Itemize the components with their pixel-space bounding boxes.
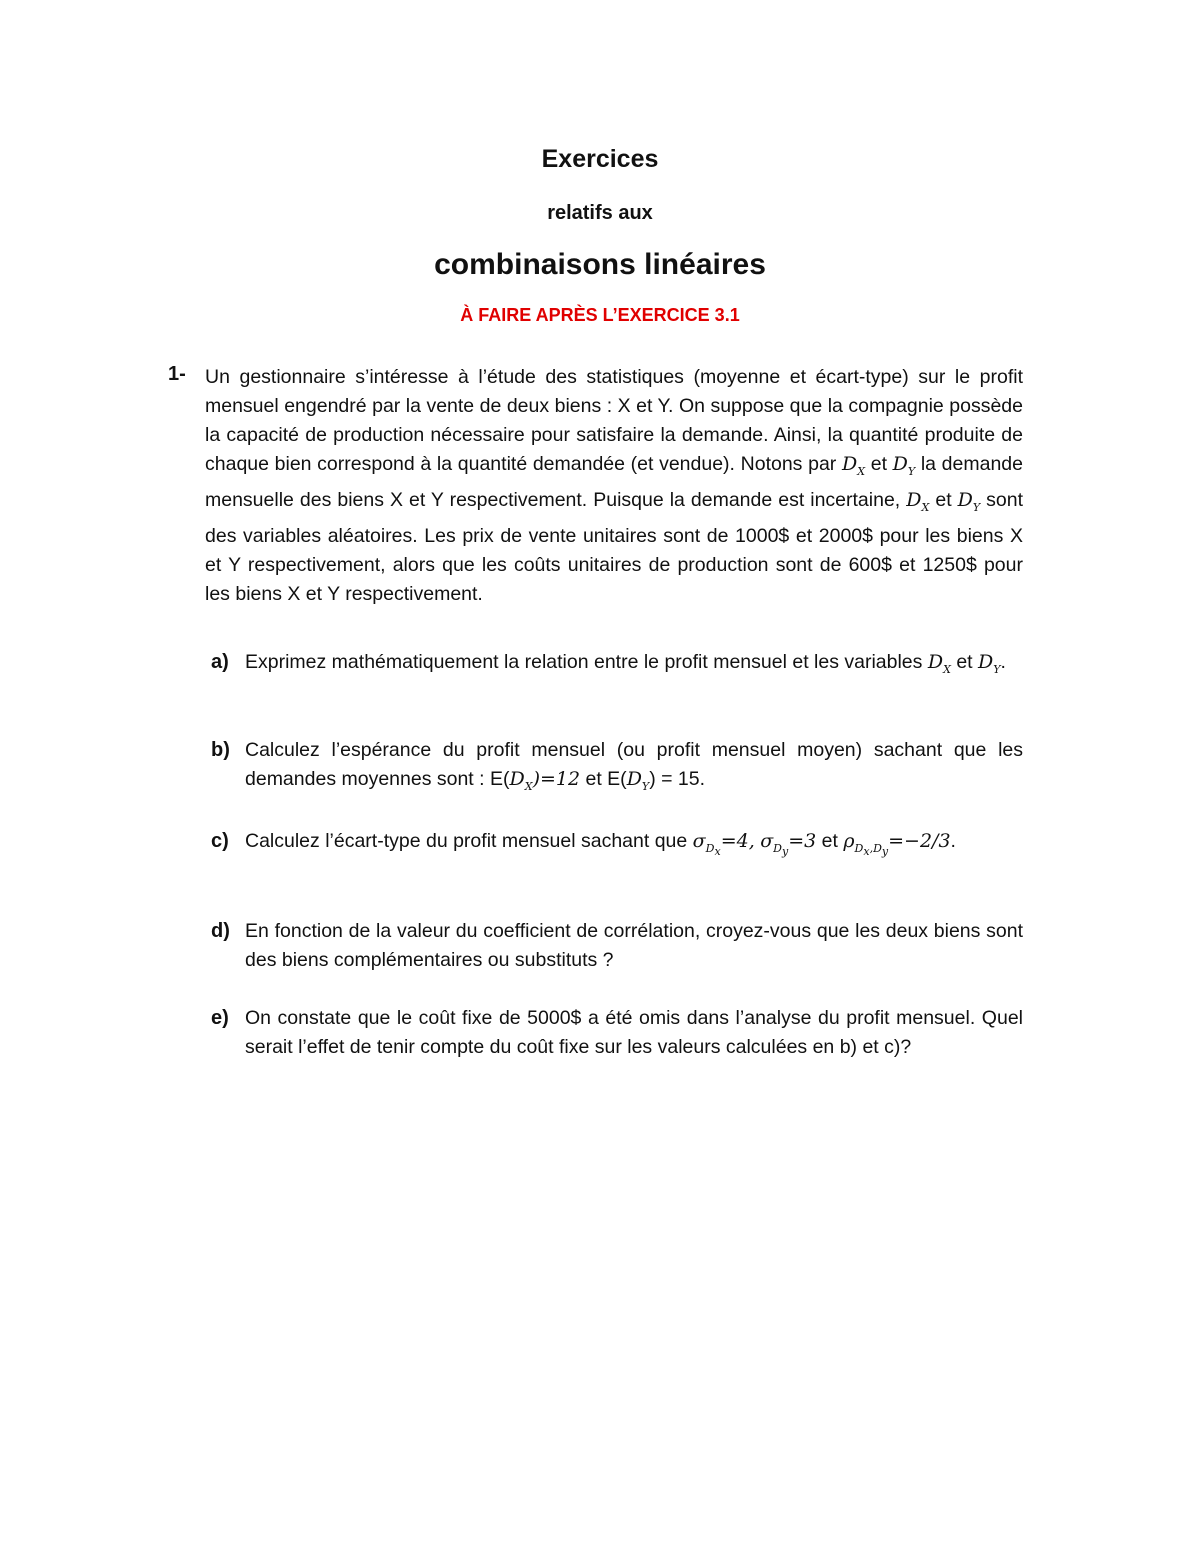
doc-topic: combinaisons linéaires [434, 248, 766, 281]
part-c: c) Calculez l’écart-type du profit mensuel sachant que $\sigma_{D_x}=4$, $\sigma_{D_y}=3$ et $\rho_{D_x,D_y}=-2/3$. [245, 827, 1023, 866]
var-dx: $D_X$ [927, 651, 951, 676]
var-dx: $D_X$ [841, 453, 866, 478]
doc-note: À FAIRE APRÈS L’EXERCICE 3.1 [460, 305, 740, 325]
part-d-label: d) [211, 920, 230, 942]
doc-subtitle: relatifs aux [547, 202, 653, 224]
part-b-label: b) [211, 739, 230, 761]
part-d: d) En fonction de la valeur du coefficient de corrélation, croyez-vous que les deux biens sont des biens complémentaires ou substituts ? [245, 917, 1023, 975]
part-e-label: e) [211, 1007, 229, 1029]
part-b: b) Calculez l’espérance du profit mensuel (ou profit mensuel moyen) sachant que les demandes moyennes sont : $E(D_X)=12$ et $E(D_Y) = 15$. [245, 736, 1023, 801]
var-dx: $D_X$ [906, 488, 930, 514]
rho-dxdy: $\rho_{D_x,D_y}$ [843, 830, 889, 858]
part-c-label: c) [211, 830, 229, 852]
var-dy: $D_Y$ [957, 488, 981, 514]
part-a-label: a) [211, 651, 229, 673]
var-dy: $D_Y$ [892, 453, 916, 478]
sigma-dy: $\sigma_{D_y}$ [760, 830, 789, 858]
var-dy: $D_Y$ [978, 651, 1001, 676]
var-dy: $D_Y$ [626, 768, 650, 793]
var-dx: $D_X$ [509, 768, 533, 793]
sigma-dx: $\sigma_{D_x}$ [692, 830, 721, 858]
doc-title: Exercices [541, 145, 659, 173]
question-number: 1- [168, 363, 186, 385]
part-e: e) On constate que le coût fixe de 5000$ a été omis dans l’analyse du profit mensuel. Quel serait l’effet de tenir compte du coût fixe sur les valeurs calculées en b) et c)? [245, 1004, 1023, 1062]
question-intro: Un gestionnaire s’intéresse à l’étude des statistiques (moyenne et écart-type) sur le profit mensuel engendré par la vente de deux biens : X et Y. On suppose que la compagnie possède la capacité de production nécessaire pour satisfaire la demande. Ainsi, la quantité produite de chaque bien correspond à la quantité demandée (et vendue). Notons par $D_X$ et $D_Y$ la demande mensuelle des biens X et Y respectivement. Puisque la demande est incertaine, $D_X$ et $D_Y$ sont des variables aléatoires. Les prix de vente unitaires sont de 1000$ et 2000$ pour les biens X et Y respectivement, alors que les coûts unitaires de production sont de 600$ et 1250$ pour les biens X et Y respectivement. [205, 366, 1023, 605]
part-a: a) Exprimez mathématiquement la relation entre le profit mensuel et les variables $D_X$ et $D_Y$. [245, 648, 1023, 684]
